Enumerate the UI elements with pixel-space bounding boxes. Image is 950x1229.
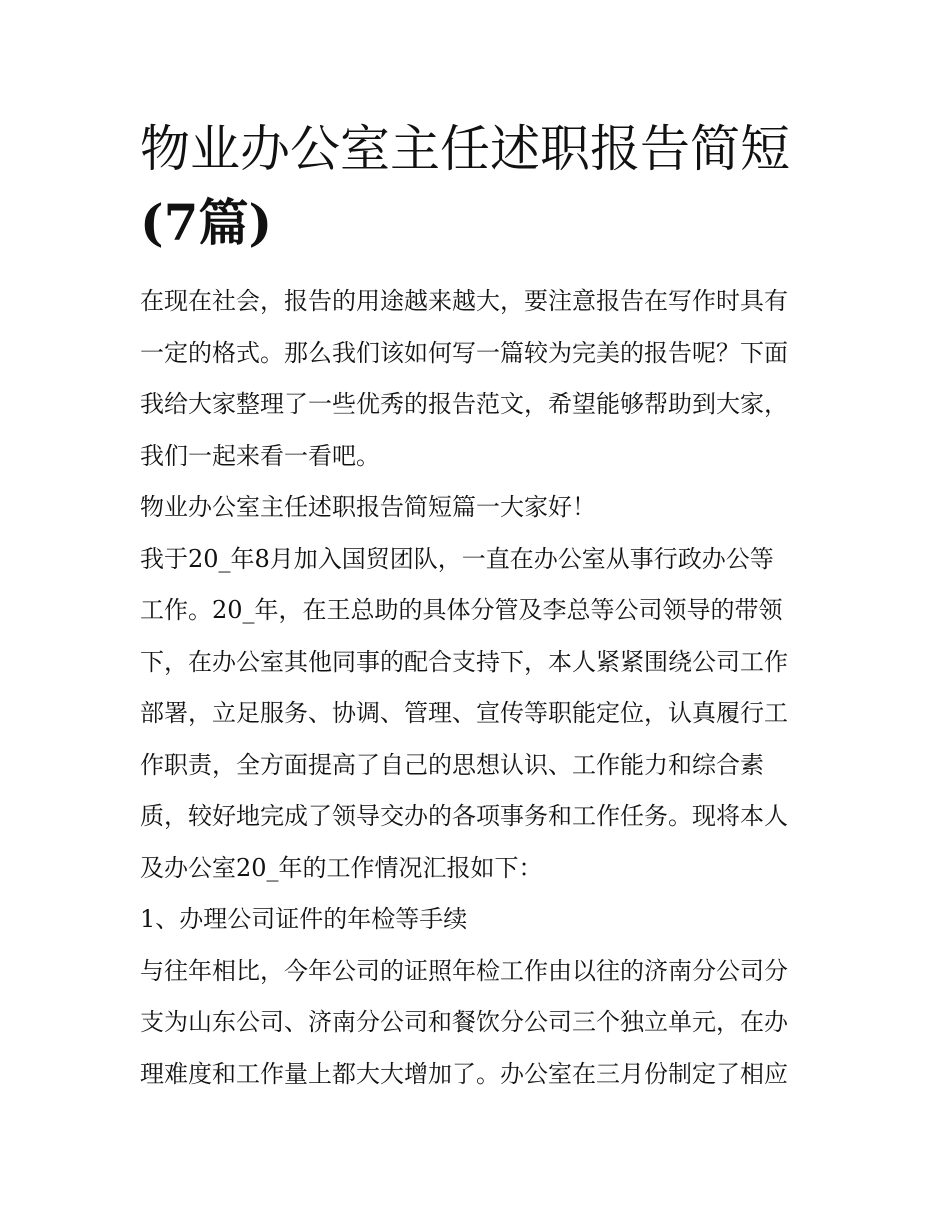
body-line: 我给大家整理了一些优秀的报告范文，希望能够帮助到大家， xyxy=(140,390,788,418)
body-line: 在现在社会，报告的用途越来越大，要注意报告在写作时具有 xyxy=(140,287,788,315)
body-line: 我于20_年8月加入国贸团队，一直在办公室从事行政办公等 xyxy=(140,544,774,573)
body-line: 与往年相比，今年公司的证照年检工作由以往的济南分公司分 xyxy=(140,956,788,985)
body-line: 质，较好地完成了领导交办的各项事务和工作任务。现将本人 xyxy=(140,802,788,830)
body-line: 支为山东公司、济南分公司和餐饮分公司三个独立单元，在办 xyxy=(140,1008,788,1036)
body-line: 部署，立足服务、协调、管理、宣传等职能定位，认真履行工 xyxy=(140,699,788,727)
list-item-heading: 1、办理公司证件的年检等手续 xyxy=(140,905,468,933)
body-line: 我们一起来看一看吧。 xyxy=(140,441,380,470)
body-line: 一定的格式。那么我们该如何写一篇较为完美的报告呢？下面 xyxy=(140,338,788,367)
title-line-2: (7篇) xyxy=(140,193,273,252)
document-title xyxy=(140,112,820,260)
title-line-1: 物业办公室主任述职报告简短 xyxy=(140,120,790,178)
body-line: 工作。20_年，在王总助的具体分管及李总等公司领导的带领 xyxy=(140,596,783,624)
body-line: 理难度和工作量上都大大增加了。办公室在三月份制定了相应 xyxy=(140,1059,788,1088)
body-line: 下，在办公室其他同事的配合支持下，本人紧紧围绕公司工作 xyxy=(140,647,788,676)
section-heading: 物业办公室主任述职报告简短篇一大家好！ xyxy=(140,493,596,521)
document-body xyxy=(140,280,820,1104)
body-line: 作职责，全方面提高了自己的思想认识、工作能力和综合素 xyxy=(140,750,764,779)
body-line: 及办公室20_年的工作情况汇报如下： xyxy=(140,853,543,882)
